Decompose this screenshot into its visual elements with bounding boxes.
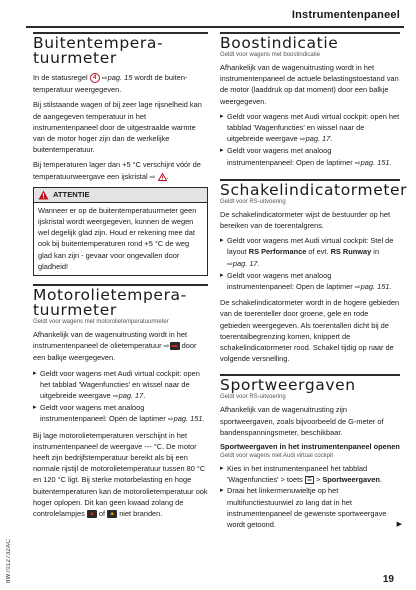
page-ref-arrow-icon: ⇨ (167, 416, 174, 424)
callout-badge: 4 (90, 73, 100, 83)
subsection-heading: Sportweergaven in het instrumentenpaneel openen (220, 442, 400, 452)
list-item: ▸ Draai het linkermenuwieltje op het multifunctiestuurwiel zo lang dat in het instrumentenpaneel de gewenste sportweergave wordt getoond. (220, 485, 400, 530)
applicability-note: Geldt voor wagens met boostindicatie (220, 52, 321, 58)
paragraph: De schakelindicatormeter wijst de bestuurder op het bereiken van de toerentalgrens. (220, 209, 391, 231)
oil-temperature-icon: ▬ (171, 343, 178, 350)
paragraph: Afhankelijk van de wagenuitrusting zijn sportweergaven, zoals bijvoorbeeld de G-meter of bandenspanningsmeter, beschikbaar. (220, 405, 384, 437)
red-warning-lamp-icon: ▲ (87, 510, 97, 518)
right-column (220, 32, 408, 534)
section-heading-boost: Boostindicatie (220, 32, 400, 51)
page-ref-arrow-icon: ⇨ (101, 75, 108, 82)
section-heading-sport-displays: Sportweergaven (220, 374, 400, 393)
attention-header (34, 188, 207, 203)
warning-triangle-icon (38, 190, 49, 200)
applicability-note: Geldt voor RS-uitvoering (220, 394, 286, 401)
instruction-list (33, 368, 208, 426)
page-ref-arrow-icon: ⇨ (354, 284, 361, 292)
paragraph: Bij lage motorolietemperaturen verschijnt in het instrumentenpaneel de weergave --- °C. De motor heeft zijn bedrijfstemperatuur bereikt als bij een normale rijstijl de motorolietemperatuur tussen 80 °C en 120 °C ligt. Bij sterke motorbelasting en hoge buitentemperaturen kan de motorolietemperatuur ook hoger oplopen. Dit kan geen kwaad zolang de controlelampjes ▲ of ▲ niet branden. (33, 430, 208, 519)
page-reference-link[interactable]: pag. 17 (305, 134, 331, 144)
warning-triangle-icon[interactable] (158, 173, 167, 181)
page-reference-link[interactable]: pag. 151 (360, 282, 390, 292)
attention-label: ATTENTIE (53, 190, 90, 200)
section-boost (220, 32, 400, 169)
section-outside-temperature (33, 32, 208, 276)
header-title: Instrumentenpaneel (291, 9, 400, 21)
yellow-warning-lamp-icon: ▲ (107, 510, 117, 518)
continued-arrow-icon: ▶ (396, 521, 402, 528)
page-ref-arrow-icon: ⇨ (112, 393, 119, 401)
document-code: 8W7012732AC (6, 539, 12, 583)
paragraph: Afhankelijk van de wagenuitrusting wordt in het instrumentenpaneel de actuele belastingstoestand van de motor (laaddruk op dat moment) door een balkje weergegeven. (220, 63, 399, 106)
page-reference-link[interactable]: pag. 17 (118, 391, 144, 401)
page-ref-arrow-icon: ⇨ (149, 173, 156, 181)
applicability-note: Geldt voor RS-uitvoering (220, 198, 286, 205)
page-ref-arrow-icon: ⇨ (163, 343, 170, 351)
list-item: ▸ Geldt voor wagens met analoog instrumentenpaneel: Open de laptimer ⇨pag. 151. (220, 270, 400, 293)
list-item: ▸ Geldt voor wagens met Audi virtual cockpit: Stel de layout RS Performance of evt. RS Runway in ⇨pag. 17. (220, 235, 400, 270)
list-item: ▸ Kies in het instrumentenpaneel het tabblad 'Wagenfuncties' > toets ☰ > Sportweergaven. (220, 463, 400, 485)
page-reference-link[interactable]: pag. 17 (232, 258, 258, 268)
paragraph: De schakelindicatormeter wordt in de hogere gebieden van de toerenteller door groene, gele en rode gebieden weergegeven. Als toerentallen dicht bij de toerentalbegrenzing komen, knippert de schakelindicatormeter rood. Schakel tijdig op naar de volgende versnelling. (220, 298, 400, 364)
page-header (0, 0, 416, 30)
list-item: ▸ Geldt voor wagens met analoog instrumentenpaneel: Open de laptimer ⇨pag. 151. (220, 145, 400, 168)
page-reference-link[interactable]: pag. 151 (173, 414, 203, 424)
page-ref-arrow-icon: ⇨ (227, 260, 233, 268)
menu-icon: ☰ (306, 477, 312, 484)
instruction-list (220, 235, 400, 293)
section-heading-outside-temperature: Buitentempera- tuurmeter (33, 32, 208, 66)
attention-box (33, 187, 208, 276)
page-ref-arrow-icon: ⇨ (299, 136, 306, 144)
applicability-note: Geldt voor wagens met Audi virtual cockpit (220, 453, 334, 460)
section-heading-oil-temperature: Motorolietempera- tuurmeter (33, 284, 208, 318)
attention-text: Wanneer er op de buitentemperatuurmeter geen ijskristal wordt weergegeven, kunnen de wegen wel degelijk glad zijn. Houd er rekening mee dat ook bij buitentemperaturen rond +5 °C de weg glad kan zijn - gevaar voor ongevallen door gladheid! (38, 205, 197, 271)
applicability-note: Geldt voor wagens met motorolietemperatuurmeter (33, 319, 169, 326)
paragraph: Bij temperaturen lager dan +5 °C verschijnt vóór de temperatuurweergave een ijskristal ⇨ . (33, 160, 201, 181)
left-column (33, 32, 208, 523)
paragraph: Bij stilstaande wagen of bij zeer lage rijsnelheid kan de aangegeven temperatuur in het instrumentenpaneel door de uitgestraalde warmte van de motor hoger zijn dan de werkelijke buitentemperatuur. (33, 100, 202, 155)
instruction-list (220, 463, 400, 530)
page-number: 19 (382, 574, 394, 585)
paragraph: In de statusregel 4 ⇨pag. 15 wordt de buiten-temperatuur weergegeven. (33, 73, 188, 95)
page-reference-link[interactable]: pag. 151 (360, 157, 390, 167)
instruction-list (220, 111, 400, 169)
header-rule (26, 26, 404, 28)
paragraph: Afhankelijk van de wagenuitrusting wordt in het instrumentenpaneel de olietemperatuur ⇨ ▬ door een balkje weergegeven. (33, 330, 197, 363)
page-reference-link[interactable]: pag. 15 (107, 73, 133, 82)
section-heading-shift-indicator: Schakelindicatormeter (220, 180, 408, 199)
list-item: ▸ Geldt voor wagens met Audi virtual cockpit: open het tabblad 'Wagenfuncties' en wissel naar de uitgebreide weergave ⇨pag. 17. (220, 111, 400, 146)
list-item: ▸ Geldt voor wagens met analoog instrumentenpaneel: Open de laptimer ⇨pag. 151. (33, 402, 208, 425)
section-sport-displays (220, 374, 400, 530)
page-ref-arrow-icon: ⇨ (354, 159, 361, 167)
list-item: ▸ Geldt voor wagens met Audi virtual cockpit: open het tabblad 'Wagenfuncties' en wissel naar de uitgebreide weergave ⇨pag. 17. (33, 368, 208, 403)
section-shift-indicator (220, 179, 408, 365)
section-oil-temperature (33, 284, 208, 519)
